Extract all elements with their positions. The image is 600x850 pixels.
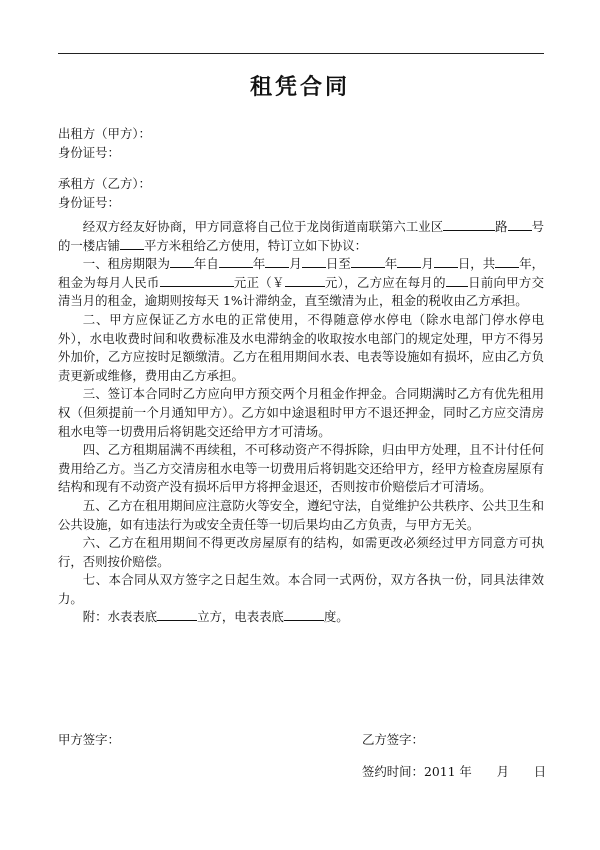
clause-2: 二、甲方应保证乙方水电的正常使用，不得随意停水停电（除水电部门停水停电外），水电收费时间和收费标准及水电滞纳金的收取按水电部门的规定处理，甲方不得另外加价，乙方应按时足额缴清。乙方在租用期间水表、电表等设施如有损坏，应由乙方负责更新或维修，费用由乙方承担。 [58,311,544,383]
clause-7: 七、本合同从双方签字之日起生效。本合同一式两份，双方各执一份，同具法律效力。 [58,572,544,606]
start-day-blank [302,256,326,268]
party-b-signature-label: 乙方签字： [362,732,424,747]
clause-5: 五、乙方在租用期间应注意防火等安全，遵纪守法，自觉维护公共秩序、公共卫生和公共设施，如有违法行为或安全责任等一切后果均由乙方负责，与甲方无关。 [58,497,544,532]
lessor-label: 出租方（甲方）： [58,126,151,141]
end-day-blank [434,256,458,268]
lessee-label: 承租方（乙方）： [58,176,151,191]
start-year-blank [219,256,253,268]
end-year-blank [351,256,385,268]
total-years-blank [495,256,519,268]
due-day-blank [446,275,468,287]
document-title: 租凭合同 [249,74,350,100]
lessor-id-label: 身份证号： [58,145,120,160]
lessee-id-label: 身份证号： [58,195,120,210]
annex-meter-readings: 附：水表表底 立方，电表表底 度。 [82,609,349,625]
intro-paragraph: 经双方经友好协商，甲方同意将自己位于龙岗街道南联第六工业区 路 号的一楼店铺 平方米租给乙方使用，特订立如下协议： [58,219,545,253]
area-blank [120,238,144,250]
contract-body [58,218,544,627]
term-years-blank [170,256,194,268]
clause-3: 三、签订本合同时乙方应向甲方预交两个月租金作押金。合同期满时乙方有优先租用权（但须提前一个月通知甲方）。乙方如中途退租时甲方不退还押金，同时乙方应交清房租水电等一切费用后将钥匙交还给甲方才可清场。 [58,386,544,439]
clause-1: 一、租房期限为 年自 年 月 日至 年 月 日，共 年，租金为每月人民币 元正（￥ 元），乙方应在每月的 日前向甲方交清当月的租金，逾期则按每天 1%计滞纳金，直至缴清为止，租金的税收由乙方承担。 [58,256,545,309]
monthly-rent-blank [160,275,234,287]
water-meter-blank [157,609,197,621]
signing-date: 签约时间：2011 年 月 日 [362,764,547,779]
clause-4: 四、乙方租期届满不再续租，不可移动资产不得拆除，归由甲方处理，且不计付任何费用给乙方。当乙方交清房租水电等一切费用后将钥匙交还给甲方，经甲方检查房屋原有结构和现有不动资产没有损坏后甲方将押金退还，否则按市价赔偿后才可清场。 [58,442,544,495]
party-a-signature-label: 甲方签字： [58,732,120,747]
location-blank [443,219,495,231]
electric-meter-blank [284,609,324,621]
top-divider [58,53,544,54]
end-month-blank [397,256,421,268]
clause-6: 六、乙方在租用期间不得更改房屋原有的结构，如需更改必须经过甲方同意方可执行，否则按价赔偿。 [58,535,544,569]
rent-amount-blank [285,275,325,287]
start-month-blank [265,256,289,268]
road-number-blank [508,219,532,231]
